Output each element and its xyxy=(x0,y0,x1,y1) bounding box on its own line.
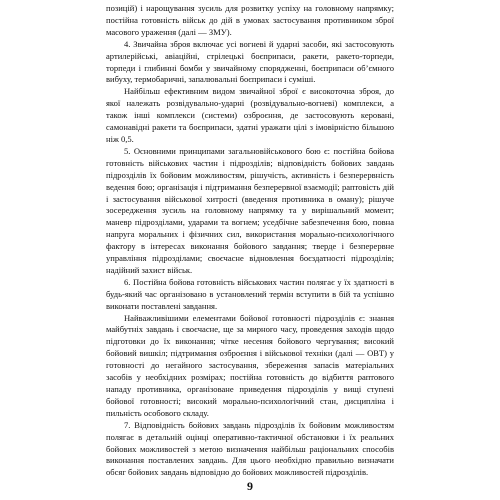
paragraph-combat-readiness: 6. Постійна бойова готовність військових частин полягає у їх здатності в будь-який час організовано в установлений термін вступити в бій та успішно виконати поставлені завдання. xyxy=(106,276,394,311)
paragraph-continuation: позицій) і нарощування зусиль для розвитку успіху на головному напрямку; постійна готовність військ до дій в умовах застосування противником зброї масового ураження (далі — ЗМУ). xyxy=(106,3,394,37)
body-text xyxy=(106,3,394,479)
paragraph-readiness-elements: Найважливішими елементами бойової готовності підрозділів є: знання майбутніх завдань і своєчасне, ще за мирного часу, проведення заходів щодо підготовки до їх виконання; чітке несення бойового чергування; високий бойовий вишкіл; підтримання озброєння і військової техніки (далі — ОВТ) у готовності до негайного застосування, збереження запасів матеріальних засобів у необхідних розмірах; постійна готовність до відбиття раптового нападу противника, організоване приведення підрозділів у вищі ступені бойової готовності; високий морально-психологічний стан, дисципліна і пильність особового складу. xyxy=(106,312,394,418)
paragraph-conventional-weapons: 4. Звичайна зброя включає усі вогневі й ударні засоби, які застосовують артилерійські, авіаційні, стрілецькі боєприпаси, ракети, ракето-торпеди, торпеди і глибинні бомби у звичайному спорядженні, боєприпаси об’ємного вибуху, термобаричні, запалювальні боєприпаси і суміші. xyxy=(106,38,394,85)
paragraph-task-conformity: 7. Відповідність бойових завдань підрозділів їх бойовим можливостям полягає в детальній оцінці оперативно-тактичної обстановки і їх реальних бойових можливостей з метою визначення найбільш раціональних способів виконання поставлених завдань. Для цього необхідно правильно визначати обсяг бойових завдань відповідно до бойових можливостей підрозділів. xyxy=(106,419,394,478)
paragraph-combat-principles: 5. Основними принципами загальновійськового бою є: постійна бойова готовність військових частин і підрозділів; відповідність бойових завдань підрозділів їх бойовим можливостям, рішучість, активність і безперервність ведення бою; організація і підтримання безперервної взаємодії; раптовість дій і застосування військової хитрості (введення противника в оману); рішуче зосередження зусиль на головному напрямку та у вирішальний момент; маневр підрозділами, ударами та вогнем; уседбічне забезпечення бою, повна напруга моральних і фізичних сил, використання морально-психологічного фактору в інтересах виконання бойового завдання; тверде і безперервне управління підрозділами; своєчасне відновлення боєздатності підрозділів; надійний захист військ. xyxy=(106,145,394,275)
page-number: 9 xyxy=(247,479,253,493)
paragraph-precision-weapons: Найбільш ефективним видом звичайної зброї є високоточна зброя, до якої належать розвідувально-ударні (розвідувально-вогневі) комплекси, а також інші комплекси (системи) озброєння, де застосовують керовані, самонавідні ракети та боєприпаси, здатні уражати цілі з імовірністю більшою ніж 0,5. xyxy=(106,86,394,144)
